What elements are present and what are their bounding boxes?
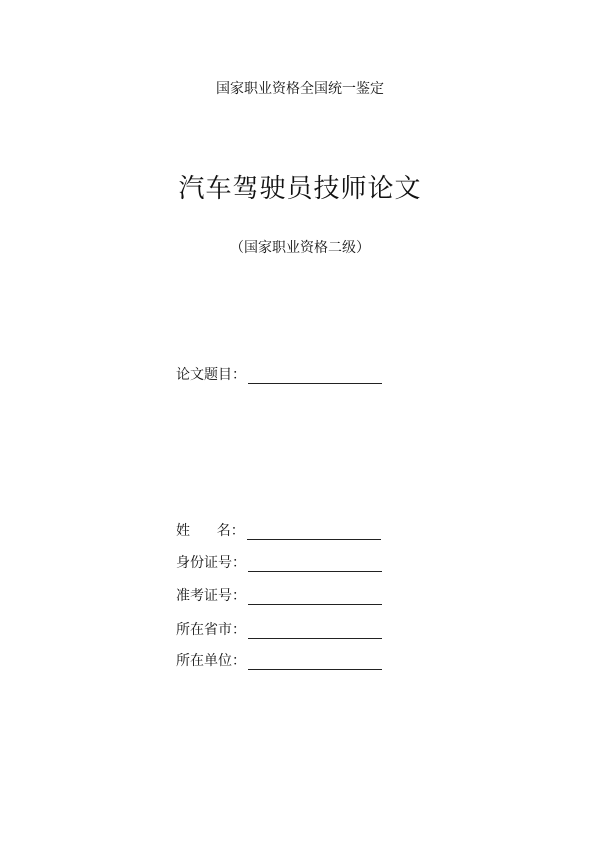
province-city-blank[interactable] — [248, 623, 382, 639]
exam-authority-line: 国家职业资格全国统一鉴定 — [216, 81, 384, 97]
id-number-field — [176, 550, 382, 572]
document-title: 汽车驾驶员技师论文 — [178, 174, 422, 204]
id-number-blank[interactable] — [248, 556, 382, 572]
province-city-field — [176, 617, 382, 639]
thesis-title-blank[interactable] — [248, 368, 382, 384]
exam-number-blank[interactable] — [248, 589, 382, 605]
exam-number-label: 准考证号： — [176, 588, 246, 604]
qualification-level: （国家职业资格二级） — [230, 240, 370, 256]
name-label: 姓 名： — [176, 523, 245, 539]
work-unit-blank[interactable] — [248, 654, 382, 670]
thesis-title-field — [176, 362, 382, 384]
work-unit-label: 所在单位： — [176, 653, 246, 669]
thesis-title-label: 论文题目： — [176, 367, 246, 383]
name-field — [176, 518, 381, 540]
name-blank[interactable] — [247, 524, 381, 540]
work-unit-field — [176, 648, 382, 670]
id-number-label: 身份证号： — [176, 555, 246, 571]
exam-number-field — [176, 583, 382, 605]
province-city-label: 所在省市： — [176, 622, 246, 638]
